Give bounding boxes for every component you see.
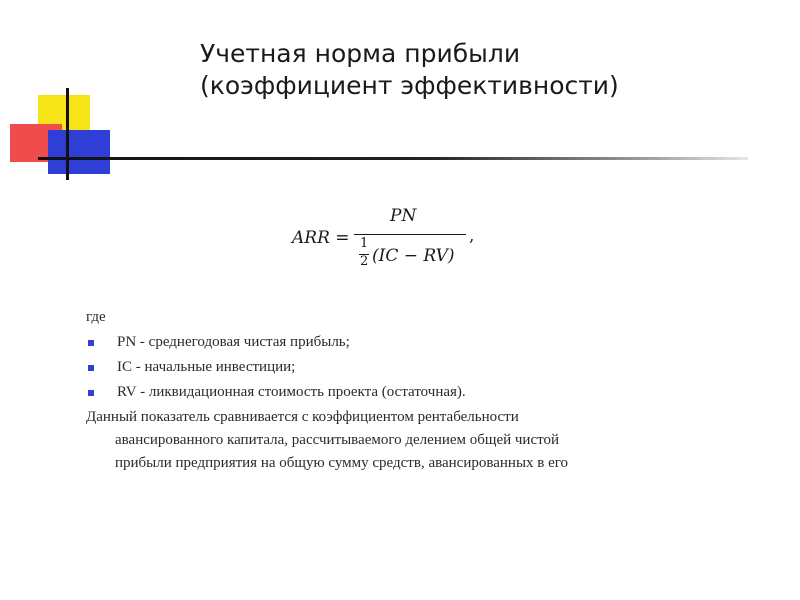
definition-item (86, 381, 686, 404)
paragraph-line: авансированного капитала, рассчитываемого делением общей чистой (115, 432, 560, 448)
paragraph-line: Данный показатель сравнивается с коэффициентом рентабельности (86, 409, 519, 425)
definition-list (86, 331, 686, 404)
formula-trailing-comma: , (469, 226, 475, 246)
slide-title-line-1: Учетная норма прибыли (200, 39, 521, 68)
slide-title-line-2: (коэффициент эффективности) (200, 71, 619, 100)
where-label: где (86, 309, 106, 325)
formula-numerator: PN (390, 206, 417, 226)
paragraph-line: прибыли предприятия на общую сумму средств, авансированных в его (115, 455, 569, 471)
formula-half-denominator: 2 (360, 254, 369, 269)
definition-text: RV - ликвидационная стоимость проекта (остаточная). (117, 384, 466, 400)
square-bullet-icon (88, 390, 94, 396)
formula-fraction-bar (354, 234, 466, 235)
definition-text: PN - среднегодовая чистая прибыль; (117, 334, 350, 350)
formula-denominator: (IC − RV) (372, 246, 455, 266)
definition-text: IC - начальные инвестиции; (117, 359, 296, 375)
definition-item (86, 331, 686, 354)
formula-half-numerator: 1 (360, 236, 369, 251)
title-underline-divider (38, 157, 748, 160)
slide-title (200, 38, 760, 102)
formula-lhs: ARR = (292, 228, 350, 248)
explanation-paragraph (86, 406, 686, 475)
square-bullet-icon (88, 365, 94, 371)
decorative-blue-square (48, 130, 110, 174)
definition-item (86, 356, 686, 379)
slide-body (86, 306, 686, 475)
square-bullet-icon (88, 340, 94, 346)
decorative-vertical-line (66, 88, 69, 180)
